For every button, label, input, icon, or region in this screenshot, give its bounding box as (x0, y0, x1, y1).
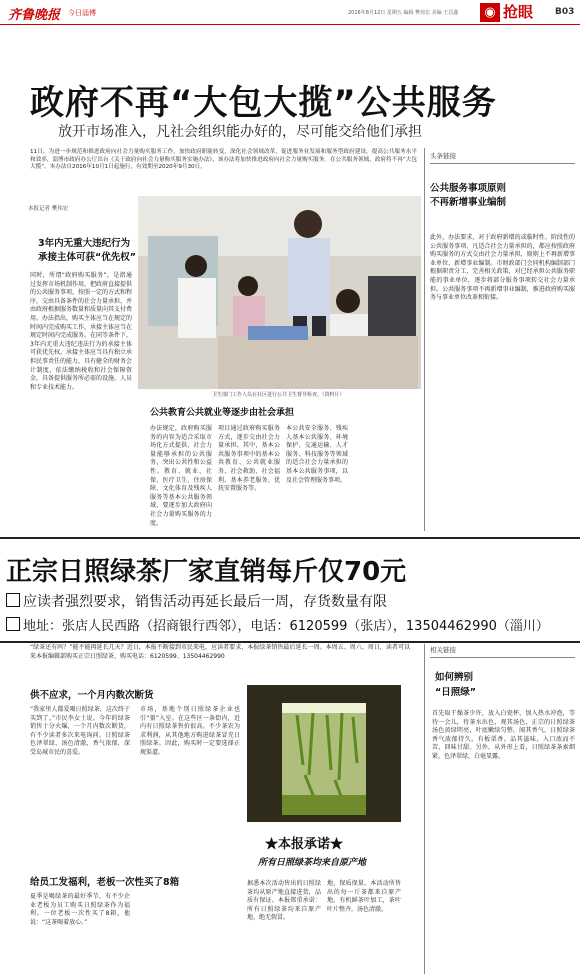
newspaper-logo: 齐鲁晚报 (8, 8, 61, 23)
column-divider (424, 148, 425, 531)
ad-line (6, 615, 549, 634)
ad-title: 正宗日照绿茶厂家直销每斤仅70元 (6, 557, 407, 587)
column-divider (424, 644, 425, 974)
sidebar-tag: 头条链接 (430, 152, 456, 160)
sidebar-title: 如何辨别 “日照绿” (435, 672, 476, 698)
byline: 本报记者 樊伟宏 (28, 206, 69, 212)
masthead (0, 0, 580, 25)
section-subhead: 供不应求，一个月内数次断货 (30, 690, 154, 701)
article-column: 地，保质保量。本活动所售出的每一斤茶都来自原产地，有机鲜茶叶加工，茶叶叶片整齐，汤色清澈。 (327, 880, 401, 913)
promise-heading: ★本报承诺★ (265, 837, 344, 852)
photo-caption: 卫生部门工作人员在社区进行公共卫生督导检查。（资料片） (212, 392, 345, 398)
ad-line-text: 应读者强烈要求，销售活动再延长最后一周，存货数量有限 (23, 594, 387, 610)
tea-intro: “绿茶还有吗？”能不能再延长几天？近日，本报不断接到市民来电，应读者要求，本报绿茶销售最后延长一周。本周五、周六、周日，读者可以来本报编辑部购买正宗日照绿茶，购买电话：6120599、13504462990 (30, 644, 410, 660)
article-column: 项目通过政府购买服务方式，逐步交由社会力量承担。其中，基本公共服务事项中的基本公共教育、公共就业服务、社会救助、社会福利、基本养老服务、优抚安置服务等。 (218, 425, 280, 493)
eye-icon: ◉ (480, 3, 500, 22)
headline-subtitle: 放开市场准入，凡社会组织能办好的，尽可能交给他们承担 (58, 124, 422, 140)
article-column: 办法规定，政府购买服务的内容为适合采取市场化方式提供、社会力量能够承担的公共服务，突出公共性和公益性。教育、就业、社保、医疗卫生、住房保障、文化体育及残疾人服务等基本公共服务领域，要逐步加大政府向社会力量购买服务的力度。 (150, 425, 212, 527)
sidebar-body: 此外，办法要求，对于政府新增的或临时性、阶段性的公共服务事项，凡适合社会力量承担的，都应按照政府购买服务的方式交由社会力量承担，原则上不再新增事业单位、新增事业编制。市财政部门会同机构编制部门根据职责分工，完善相关政策，对已经承担公共服务职能的事业单位，逐步将部分服务事项转交社会力量承担。公共服务事项不再新增事业编制，推进政府购买服务与事业单位改革相衔接。 (430, 234, 575, 302)
article-column: “我家里人都爱喝日照绿茶，这次终于买到了。”市民李女士说。今年的绿茶销售十分火爆，一个月内数次断货，有不少读者多次来电询问。日照绿茶色泽翠绿，汤色清澈，香气浓郁，深受岛城市民的喜爱。 (30, 706, 130, 756)
tea-glass-photo (247, 685, 401, 822)
promise-subheading: 所有日照绿茶均来自原产地 (258, 858, 367, 868)
sidebar-tag: 相关链接 (430, 646, 456, 654)
section-badge (480, 3, 544, 22)
article-column: 市场，基地个别日照绿茶企业也引“狼”入室。在这些区一条街内，近内有日照绿茶售价很高。不少茶农为求利润，从其他地方购进绿茶冒充日照绿茶。因此，购买时一定要选择正规渠道。 (140, 706, 240, 756)
article-column: 夏季是喝绿茶的最好季节，有不少企业老板为员工购买日照绿茶作为福利。一位老板一次性买了8箱，他说：“这茶喝着放心。” (30, 893, 130, 926)
section-label: 抢眼 (503, 3, 534, 21)
section-subhead: 3年内无重大违纪行为 承接主体可获“优先权” (38, 238, 136, 263)
edition-name: 今日淄博 (68, 9, 96, 17)
news-photo (138, 196, 421, 389)
page-number: B03 (555, 7, 575, 17)
clinic-photo (138, 196, 421, 389)
article-column: 同时，所谓“政府购买服务”，是指通过发挥市场机制作用，把政府直接提供的公共服务事项，按照一定的方式和程序，交由具备条件的社会力量承担，并由政府根据服务数量和质量向其支付费用。办法指出，购买主体应当在规定的时间内完成购买工作，承接主体应当在规定时间内完成服务。在同等条件下，3年内无重大违纪违法行为的承接主体可获优先权。承接主体应当具有独立承担民事责任的能力，具有健全的财务会计制度，依法缴纳税收和社会保障资金，具备提供服务所必需的设施、人员和专业技术能力。 (30, 272, 133, 391)
sidebar-body: 首先取干燥茶少许，放入白瓷杯，加入热水冲泡，等待一会儿，待茶水出色，观其汤色，正宗的日照绿茶汤色黄绿明亮，叶底嫩绿匀整。闻其香气，日照绿茶香气浓郁持久，有板栗香。品其滋味，入口浓而不苦，回味甘甜。另外，从外形上看，日照绿茶条索细紧，色泽翠绿，白毫显露。 (432, 710, 575, 760)
ad-banner (0, 537, 580, 643)
divider (430, 163, 575, 164)
issue-meta: 2016年8月12日 星期五 编辑 樊伟宏 美编 王昌鑫 (348, 10, 459, 16)
ad-line (6, 591, 387, 611)
article-column: 本公共安全服务、残疾人基本公共服务、环境保护、交通运输、人才服务、科技服务等领域的适合社会力量承担的基本公共服务事项，以及社会管理服务事项。 (286, 425, 348, 484)
section-subhead: 给员工发福利，老板一次性买了8箱 (30, 877, 180, 888)
section-subhead: 公共教育公共就业等逐步由社会承担 (150, 408, 295, 418)
ad-line-text: 地址：张店人民西路（招商银行西邻），电话：6120599（张店），13504462990（淄川） (23, 619, 549, 634)
sidebar-title: 公共服务事项原则 不再新增事业编制 (430, 183, 507, 208)
checkbox-icon (6, 617, 20, 631)
divider (430, 657, 575, 658)
checkbox-icon (6, 593, 20, 607)
article-column: 据悉本次活动售出的日照绿茶均从原产地直接进货，品质有保证。本报郑重承诺：所有日照绿茶均来自原产地，绝无假冒。 (247, 880, 321, 922)
headline: 政府不再“大包大揽”公共服务 (30, 83, 497, 123)
tea-photo (247, 685, 401, 822)
article-lead: 11日，为进一步规范和推进政府向社会力量购买服务工作，加快政府职能转变，深化社会领域改革，促进服务业发展和服务型政府建设，提高公共服务水平和效率，淄博市政府办公厅出台《关于政府向社会力量购买服务实施办法》，该办法将加快推进政府向社会力量购买服务。在公共服务领域，政府将不再“大包大揽”。本办法自2016年10月1日起施行，有效期至2020年9月30日。 (30, 149, 417, 171)
